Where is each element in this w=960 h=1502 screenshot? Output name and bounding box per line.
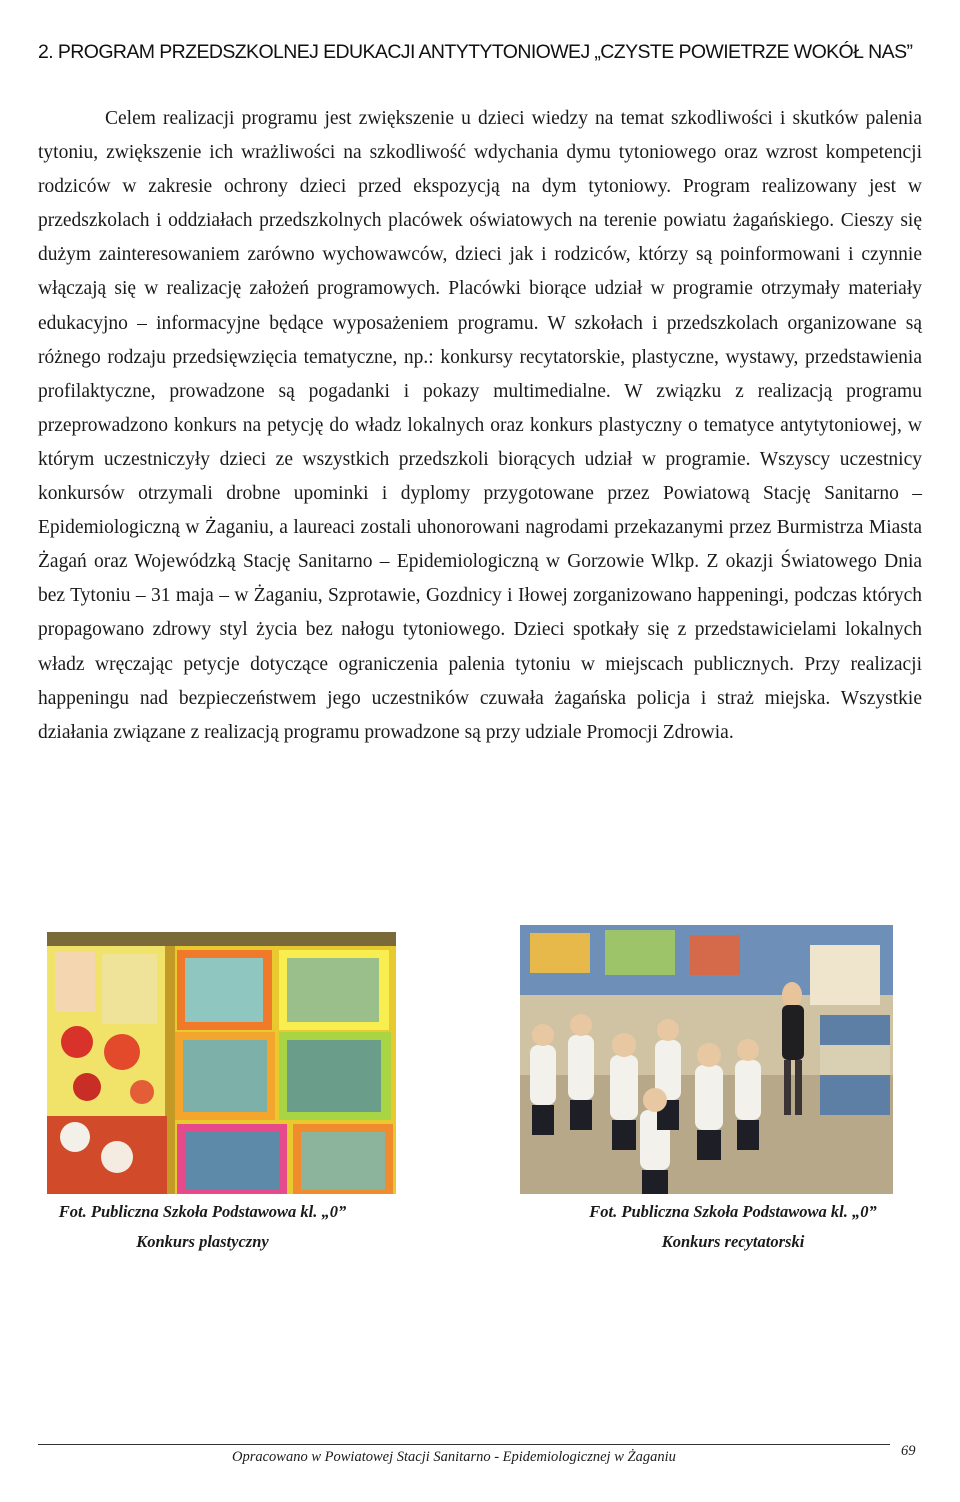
sentence: Wszystkie działania związane z realizacją programu prowadzone są przy udziale Promocji Zdrowia. bbox=[38, 687, 922, 743]
sentence: Dzieci spotkały się z przedstawicielami lokalnych władz wręczając petycje dotyczące ograniczenia palenia tytoniu w miejscach publicznych. bbox=[38, 619, 923, 675]
sentence: Cieszy się dużym zainteresowaniem zarówno wychowawców, dzieci jak i rodziców, którzy są poinformowani i czynnie włączają się w realizację założeń programowych. bbox=[38, 210, 922, 300]
section-heading: 2. PROGRAM PRZEDSZKOLNEJ EDUKACJI ANTYTYTONIOWEJ „CZYSTE POWIETRZE WOKÓŁ NAS” bbox=[38, 41, 913, 63]
sentence: W szkołach i przedszkolach organizowane są różnego rodzaju przedsięwzięcia tematyczne, np.: konkursy recytatorskie, plastyczne, wystawy, przedstawienia profilaktyczne, prowadzone są pogadanki i pokazy multimedialne. bbox=[38, 312, 922, 402]
sentence: Wszyscy uczestnicy konkursów otrzymali drobne upominki i dyplomy przygotowane przez Powiatową Stację Sanitarno – Epidemiologiczną w Żaganiu, a laureaci zostali uhonorowani nagrodami przekazanymi przez Burmistrza Miasta Żagań oraz Wojewódzką Stację Sanitarno – Epidemiologiczną w Gorzowie Wlkp. bbox=[38, 448, 922, 573]
photo-caption-right bbox=[548, 1197, 918, 1257]
sentence: Przy realizacji happeningu nad bezpieczeństwem jego uczestników czuwała żagańska policja i straż miejska. bbox=[38, 653, 923, 709]
paragraph bbox=[38, 102, 922, 750]
caption-title: Konkurs recytatorski bbox=[661, 1232, 805, 1251]
art-competition-image bbox=[47, 932, 396, 1194]
caption-title: Konkurs plastyczny bbox=[136, 1232, 269, 1251]
sentence: Z okazji Światowego Dnia bez Tytoniu – 31 maja – w Żaganiu, Szprotawie, Gozdnicy i Iłowej zorganizowano happeningi, podczas których propagowano zdrowy styl życia bez nałogu tytoniowego. bbox=[38, 551, 923, 641]
photo-art-competition bbox=[47, 932, 396, 1194]
page-number: 69 bbox=[901, 1443, 916, 1459]
sentence: Celem realizacji programu jest zwiększenie u dzieci wiedzy na temat szkodliwości i skutków palenia tytoniu, zwiększenie ich wrażliwości na szkodliwość wdychania dymu tytoniowego oraz wzrost kompetencji rodziców w zakresie ochrony dzieci przed ekspozycją na dym tytoniowy. bbox=[38, 108, 922, 198]
footer-divider bbox=[38, 1444, 890, 1445]
photo-caption-left bbox=[30, 1197, 375, 1257]
recitation-competition-image bbox=[520, 925, 893, 1194]
caption-source: Fot. Publiczna Szkoła Podstawowa kl. „0” bbox=[58, 1202, 347, 1221]
sentence: Placówki biorące udział w programie otrzymały materiały edukacyjno – informacyjne będące wyposażeniem programu. bbox=[38, 278, 923, 334]
body-paragraph bbox=[38, 102, 922, 750]
caption-source: Fot. Publiczna Szkoła Podstawowa kl. „0” bbox=[589, 1202, 877, 1221]
sentence: Program realizowany jest w przedszkolach i oddziałach przedszkolnych placówek oświatowych na terenie powiatu żagańskiego. bbox=[38, 176, 922, 232]
footer-credit: Opracowano w Powiatowej Stacji Sanitarno - Epidemiologicznej w Żaganiu bbox=[232, 1449, 676, 1465]
photo-recitation-competition bbox=[520, 925, 893, 1194]
sentence: W związku z realizacją programu przeprowadzono konkurs na petycję do władz lokalnych oraz konkurs plastyczny o tematyce antytytoniowej, w którym uczestniczyły dzieci ze wszystkich przedszkoli biorących udział w programie. bbox=[38, 380, 922, 470]
